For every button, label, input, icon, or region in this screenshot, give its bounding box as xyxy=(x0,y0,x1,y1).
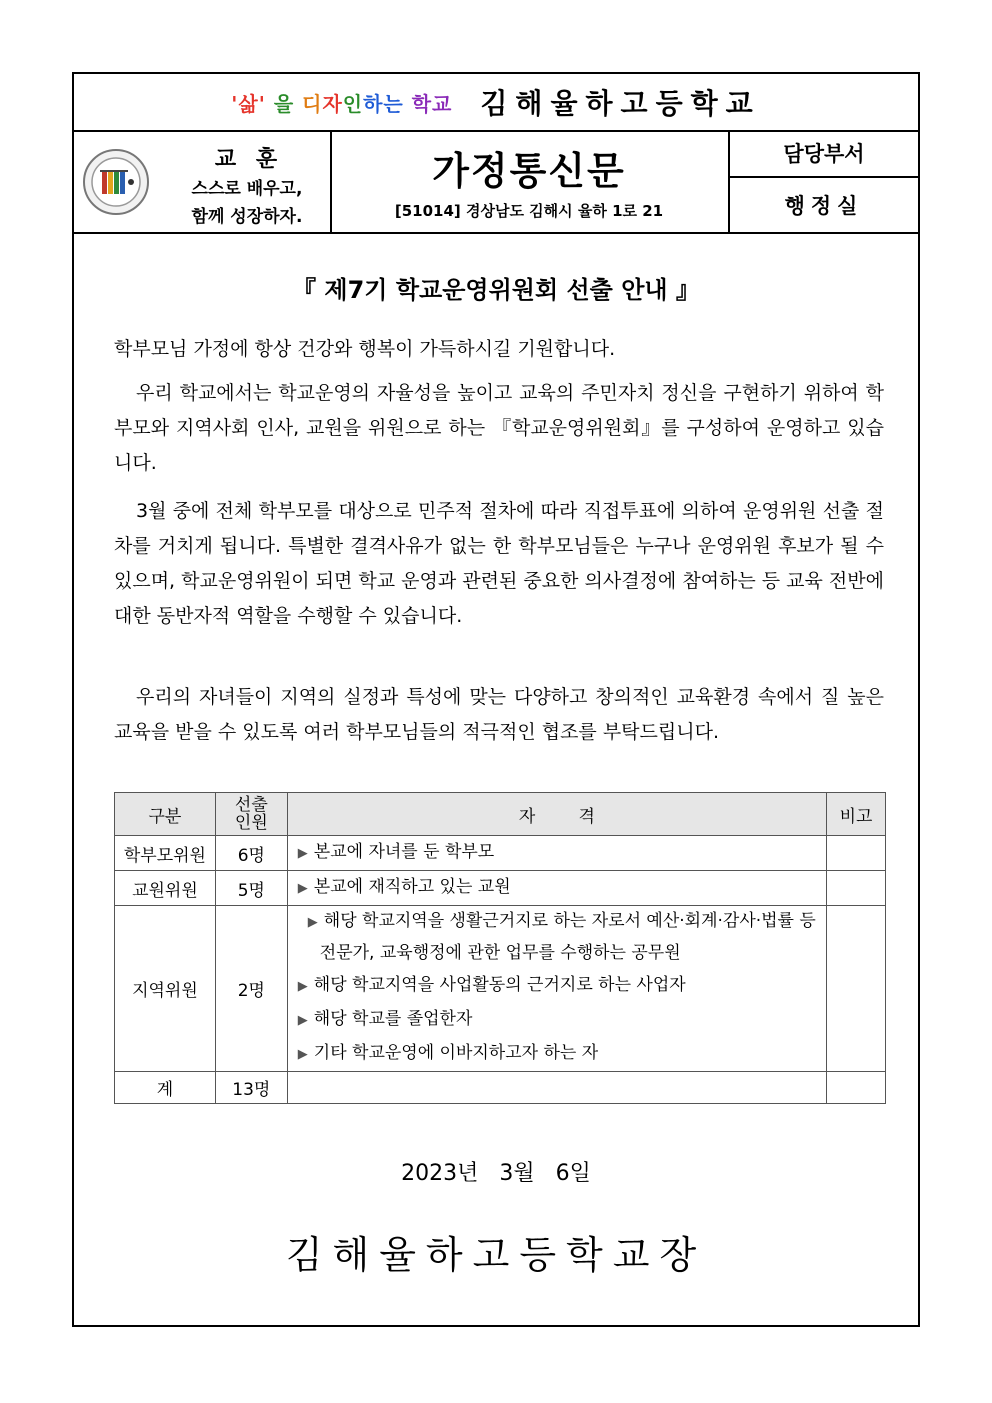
paragraph-text: 우리의 자녀들이 지역의 실정과 특성에 맞는 다양하고 창의적인 교육환경 속에서 질 높은 교육을 받을 수 있도록 여러 학부모님들의 적극적인 협조를 부탁드립니다. xyxy=(114,686,884,743)
qualification-item xyxy=(288,871,826,905)
department-cell xyxy=(728,130,920,232)
header-count xyxy=(215,793,287,836)
row-category: 지역위원 xyxy=(115,906,216,1072)
slogan-part: 을 xyxy=(273,91,303,116)
triangle-bullet-icon: ▶ xyxy=(297,1047,308,1062)
row-note xyxy=(827,1072,886,1104)
motto-cell xyxy=(74,130,332,232)
triangle-bullet-icon: ▶ xyxy=(297,846,308,861)
row-count: 6명 xyxy=(215,836,287,871)
triangle-bullet-icon: ▶ xyxy=(297,979,308,994)
slogan-part: 하는 xyxy=(363,91,412,116)
motto-title: 교 훈 xyxy=(214,147,284,172)
school-address: [51014] 경상남도 김해시 율하 1로 21 xyxy=(394,202,664,220)
row-category: 계 xyxy=(115,1072,216,1104)
paragraph-1 xyxy=(114,376,884,481)
school-name-top: 김해율하고등학교 xyxy=(480,87,761,120)
school-emblem-icon xyxy=(82,148,150,216)
row-note xyxy=(827,871,886,906)
header-note: 비고 xyxy=(827,793,886,836)
table-row xyxy=(115,906,886,1072)
slogan-quote-word: '삶' xyxy=(231,91,266,116)
document-frame xyxy=(72,72,920,1327)
motto-line: 함께 성장하자. xyxy=(191,207,303,227)
paragraph-text: 우리 학교에서는 학교운영의 자율성을 높이고 교육의 주민자치 정신을 구현하기 위하여 학부모와 지역사회 인사, 교원을 위원으로 하는 『학교운영위원회』를 구성하여 운영하고 있습니다. xyxy=(114,382,884,474)
issue-date: 2023년 3월 6일 xyxy=(401,1161,591,1186)
header-qualification: 자 격 xyxy=(287,793,826,836)
table-header-row xyxy=(115,793,886,836)
table-row xyxy=(115,836,886,871)
triangle-bullet-icon: ▶ xyxy=(297,1013,308,1028)
table-row xyxy=(115,871,886,906)
principal-signature: 김해율하고등학교장 xyxy=(285,1233,707,1277)
row-category: 학부모위원 xyxy=(115,836,216,871)
row-note xyxy=(827,836,886,871)
qualification-text: 본교에 재직하고 있는 교원 xyxy=(313,877,511,897)
slogan-header xyxy=(74,74,918,132)
row-category: 교원위원 xyxy=(115,871,216,906)
notice-title: 『 제7기 학교운영위원회 선출 안내 』 xyxy=(292,276,700,304)
slogan-part: 인 xyxy=(342,91,364,116)
row-count: 5명 xyxy=(215,871,287,906)
greeting: 학부모님 가정에 항상 건강와 행복이 가득하시길 기원합니다. xyxy=(114,338,616,360)
qualification-item xyxy=(288,906,826,969)
qualification-item xyxy=(288,1003,826,1037)
paragraph-2 xyxy=(114,494,884,634)
qualification-text: 해당 학교를 졸업한자 xyxy=(313,1009,473,1029)
slogan-part: 디 xyxy=(302,91,323,116)
row-note xyxy=(827,906,886,1072)
row-qualification xyxy=(287,1072,826,1104)
qualification-text: 기타 학교운영에 이바지하고자 하는 자 xyxy=(313,1043,599,1063)
triangle-bullet-icon: ▶ xyxy=(297,881,308,896)
header-count-line: 선출 xyxy=(234,795,268,815)
slogan-part: 학교 xyxy=(411,91,453,116)
paragraph-3 xyxy=(114,680,884,750)
row-count: 13명 xyxy=(215,1072,287,1104)
slogan xyxy=(231,88,452,117)
qualification-item xyxy=(288,969,826,1003)
department-value: 행정실 xyxy=(784,194,864,218)
qualification-text: 해당 학교지역을 생활근거지로 하는 자로서 예산·회계·감사·법률 등 전문가, 교육행정에 관한 업무를 수행하는 공무원 xyxy=(319,911,816,963)
motto-line: 스스로 배우고, xyxy=(191,179,303,199)
qualification-text: 본교에 자녀를 둔 학부모 xyxy=(313,842,495,862)
table-row-total xyxy=(115,1072,886,1104)
paragraph-text: 3월 중에 전체 학부모를 대상으로 민주적 절차에 따라 직접투표에 의하여 운영위원 선출 절차를 거치게 됩니다. 특별한 결격사유가 없는 한 학부모님들은 누구나 운영위원 후보가 될 수 있으며, 학교운영위원이 되면 학교 운영과 관련된 중요한 의사결정에 참여하는 등 교육 전반에 대한 동반자적 역할을 수행할 수 있습니다. xyxy=(114,500,884,627)
row-count: 2명 xyxy=(215,906,287,1072)
row-qualification xyxy=(287,906,826,1072)
department-label: 담당부서 xyxy=(728,130,920,178)
qualification-item xyxy=(288,836,826,870)
header-category: 구분 xyxy=(115,793,216,836)
title-cell xyxy=(330,130,730,232)
letterhead xyxy=(74,130,918,234)
triangle-bullet-icon: ▶ xyxy=(307,915,318,930)
qualification-text: 해당 학교지역을 사업활동의 근거지로 하는 사업자 xyxy=(313,975,686,995)
election-table xyxy=(114,792,886,1104)
document-title: 가정통신문 xyxy=(432,149,626,193)
slogan-part: 자 xyxy=(322,91,343,116)
row-qualification xyxy=(287,871,826,906)
qualification-item xyxy=(288,1037,826,1071)
header-count-line: 인원 xyxy=(234,813,268,833)
row-qualification xyxy=(287,836,826,871)
